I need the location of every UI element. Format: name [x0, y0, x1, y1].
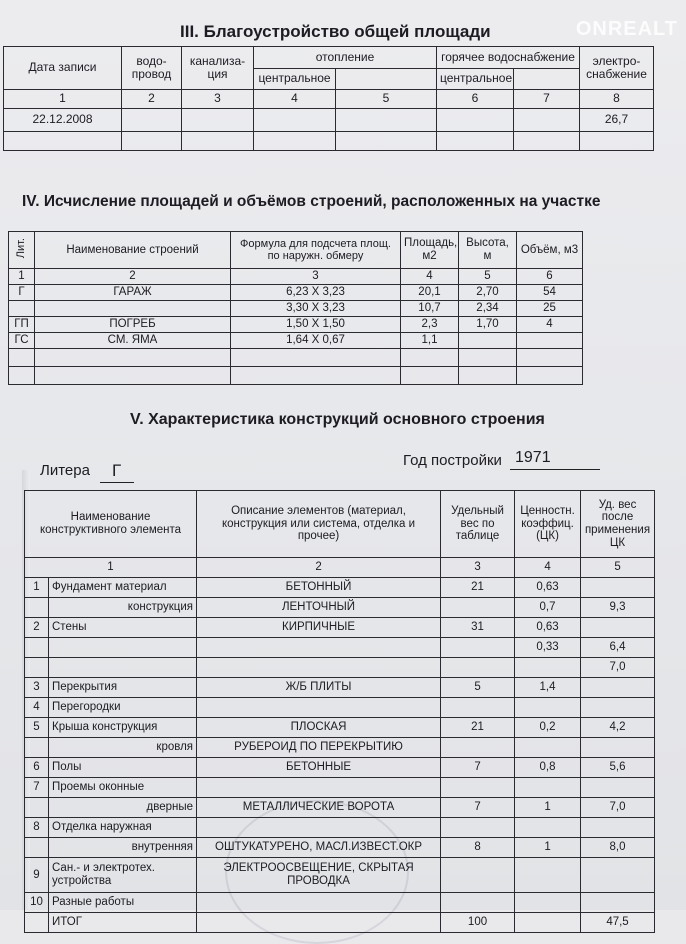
cell	[182, 132, 254, 151]
cell-w: 5	[441, 678, 515, 698]
table-row	[25, 778, 655, 798]
cell-k	[515, 858, 581, 893]
cell-area: 20,1	[401, 285, 459, 301]
cell-k: 1,4	[515, 678, 581, 698]
year-underline	[510, 469, 600, 470]
cell	[4, 132, 122, 151]
cell-k	[515, 658, 581, 678]
header-water: водо- провод	[122, 47, 182, 90]
cell	[231, 349, 401, 367]
cell-r	[581, 698, 655, 718]
cell-r	[581, 678, 655, 698]
cell-desc: РУБЕРОИД ПО ПЕРЕКРЫТИЮ	[197, 738, 441, 758]
cell-date: 22.12.2008	[4, 109, 122, 132]
header-heating: отопление	[254, 47, 437, 69]
cell-r	[581, 818, 655, 838]
cell	[401, 367, 459, 385]
cell-name	[49, 658, 197, 678]
col-num: 5	[581, 558, 655, 578]
col-num: 5	[336, 90, 437, 109]
construction-table	[24, 490, 655, 933]
cell-k	[515, 778, 581, 798]
cell-num	[25, 913, 49, 933]
section3-heading: III. Благоустройство общей площади	[180, 22, 491, 41]
table-row	[25, 798, 655, 818]
col-num: 3	[182, 90, 254, 109]
cell-desc	[197, 778, 441, 798]
litera-underline	[100, 482, 134, 483]
cell-desc: БЕТОННЫЙ	[197, 578, 441, 598]
cell-name: Стены	[49, 618, 197, 638]
table-row	[25, 598, 655, 618]
cell-w: 8	[441, 838, 515, 858]
cell	[9, 349, 35, 367]
cell-r: 4,2	[581, 718, 655, 738]
cell-r: 8,0	[581, 838, 655, 858]
cell-num: 4	[25, 698, 49, 718]
cell-w: 21	[441, 718, 515, 738]
cell-w: 100	[441, 913, 515, 933]
cell-r: 47,5	[581, 913, 655, 933]
cell-num: 5	[25, 718, 49, 738]
cell-num	[25, 798, 49, 818]
cell	[9, 367, 35, 385]
cell-w	[441, 778, 515, 798]
header-height: Высота, м	[459, 232, 517, 269]
col-num: 3	[441, 558, 515, 578]
cell-formula: 3,30 Х 3,23	[231, 301, 401, 317]
cell-num: 2	[25, 618, 49, 638]
cell-w	[441, 598, 515, 618]
cell-formula: 6,23 Х 3,23	[231, 285, 401, 301]
header-description: Описание элементов (материал, конструкция или система, отделка и прочее)	[197, 491, 441, 558]
cell-desc: КИРПИЧНЫЕ	[197, 618, 441, 638]
litera-label: Литера	[40, 462, 90, 479]
table-row	[25, 618, 655, 638]
cell-name: Крыша конструкция	[49, 718, 197, 738]
col-num: 6	[517, 269, 583, 285]
cell-w: 21	[441, 578, 515, 598]
cell	[336, 109, 437, 132]
cell-desc: ЭЛЕКТРООСВЕЩЕНИЕ, СКРЫТАЯ ПРОВОДКА	[197, 858, 441, 893]
cell-desc: Ж/Б ПЛИТЫ	[197, 678, 441, 698]
year-value: 1971	[515, 449, 551, 466]
cell	[580, 132, 654, 151]
cell	[517, 367, 583, 385]
col-num: 2	[197, 558, 441, 578]
cell-desc: МЕТАЛЛИЧЕСКИЕ ВОРОТА	[197, 798, 441, 818]
cell-name: Проемы оконные	[49, 778, 197, 798]
cell-area: 1,1	[401, 333, 459, 349]
cell-num: 6	[25, 758, 49, 778]
cell-k	[515, 738, 581, 758]
cell	[517, 349, 583, 367]
cell-name: дверные	[49, 798, 197, 818]
cell-height: 1,70	[459, 317, 517, 333]
cell-k: 0,7	[515, 598, 581, 618]
cell-name: кровля	[49, 738, 197, 758]
cell	[401, 349, 459, 367]
col-num: 3	[231, 269, 401, 285]
table-row	[25, 858, 655, 893]
cell-name: Полы	[49, 758, 197, 778]
table-row	[25, 638, 655, 658]
cell	[254, 132, 336, 151]
cell	[437, 132, 514, 151]
col-num: 2	[122, 90, 182, 109]
cell-k: 1	[515, 838, 581, 858]
cell	[122, 132, 182, 151]
cell-volume: 54	[517, 285, 583, 301]
cell-formula: 1,64 Х 0,67	[231, 333, 401, 349]
cell-name: Сан.- и электротех. устройства	[49, 858, 197, 893]
col-num: 7	[514, 90, 580, 109]
cell-num: 9	[25, 858, 49, 893]
cell-desc	[197, 818, 441, 838]
watermark-text: ONREALT	[575, 18, 678, 40]
cell-k	[515, 698, 581, 718]
cell-height: 2,34	[459, 301, 517, 317]
cell-w	[441, 858, 515, 893]
cell-k	[515, 818, 581, 838]
header-weight-after: Уд. вес после применения ЦК	[581, 491, 655, 558]
cell-k: 0,2	[515, 718, 581, 738]
cell	[122, 109, 182, 132]
cell	[35, 349, 231, 367]
cell-desc	[197, 913, 441, 933]
header-specific-weight: Удельный вес по таблице	[441, 491, 515, 558]
header-name: Наименование строений	[35, 232, 231, 269]
cell-volume	[517, 333, 583, 349]
header-area: Площадь, м2	[401, 232, 459, 269]
cell-num	[25, 638, 49, 658]
cell-num: 10	[25, 893, 49, 913]
cell-k: 0,63	[515, 618, 581, 638]
header-heating-central: центральное	[254, 68, 336, 90]
cell-desc: ЛЕНТОЧНЫЙ	[197, 598, 441, 618]
cell-area: 2,3	[401, 317, 459, 333]
col-num: 1	[25, 558, 197, 578]
table-row	[25, 838, 655, 858]
cell	[182, 109, 254, 132]
cell	[35, 367, 231, 385]
header-coefficient: Ценностн. коэффиц. (ЦК)	[515, 491, 581, 558]
cell-num	[25, 838, 49, 858]
section4-heading: IV. Исчисление площадей и объёмов строений, расположенных на участке	[22, 193, 601, 210]
col-num: 8	[580, 90, 654, 109]
table-row	[25, 658, 655, 678]
column-numbers-row	[4, 90, 654, 109]
cell-height: 2,70	[459, 285, 517, 301]
cell-num: 1	[25, 578, 49, 598]
table-row	[25, 678, 655, 698]
cell	[437, 109, 514, 132]
table-row	[25, 718, 655, 738]
cell-r	[581, 738, 655, 758]
cell-desc	[197, 658, 441, 678]
header-element: Наименование конструктивного элемента	[25, 491, 197, 558]
cell-desc	[197, 638, 441, 658]
cell-desc	[197, 698, 441, 718]
col-num: 4	[401, 269, 459, 285]
cell-lit: ГП	[9, 317, 35, 333]
header-volume: Объём, м3	[517, 232, 583, 269]
cell-name: конструкция	[49, 598, 197, 618]
table-row	[25, 913, 655, 933]
cell-num	[25, 598, 49, 618]
table-row	[9, 301, 583, 317]
cell-lit: ГС	[9, 333, 35, 349]
cell-name: Фундамент материал	[49, 578, 197, 598]
cell-k: 0,63	[515, 578, 581, 598]
header-hot-water-central: центральное	[437, 68, 514, 90]
cell-volume: 25	[517, 301, 583, 317]
table-row	[25, 578, 655, 598]
litera-value: Г	[112, 461, 122, 480]
buildings-area-table	[8, 231, 583, 385]
table-row	[9, 317, 583, 333]
cell-k: 0,8	[515, 758, 581, 778]
cell-r	[581, 578, 655, 598]
cell-w: 7	[441, 758, 515, 778]
cell	[254, 109, 336, 132]
cell	[459, 349, 517, 367]
cell-r	[581, 618, 655, 638]
header-hot-water: горячее водоснабжение	[437, 47, 580, 69]
cell-num: 3	[25, 678, 49, 698]
cell-num: 8	[25, 818, 49, 838]
cell-volume: 4	[517, 317, 583, 333]
header-formula: Формула для подсчета площ. по наружн. обмеру	[231, 232, 401, 269]
cell-r: 7,0	[581, 658, 655, 678]
cell-name: Перекрытия	[49, 678, 197, 698]
cell-electricity: 26,7	[580, 109, 654, 132]
cell-desc: ПЛОСКАЯ	[197, 718, 441, 738]
cell-name: Отделка наружная	[49, 818, 197, 838]
table-row	[25, 818, 655, 838]
header-date: Дата записи	[4, 47, 122, 90]
cell-name: ПОГРЕБ	[35, 317, 231, 333]
col-num: 5	[459, 269, 517, 285]
cell	[514, 109, 580, 132]
cell-lit	[9, 301, 35, 317]
table-row	[9, 349, 583, 367]
cell-r: 9,3	[581, 598, 655, 618]
table-row	[25, 698, 655, 718]
cell-r: 5,6	[581, 758, 655, 778]
cell-num: 7	[25, 778, 49, 798]
table-row	[4, 132, 654, 151]
cell-w	[441, 698, 515, 718]
cell-k: 0,33	[515, 638, 581, 658]
cell-name: ИТОГ	[49, 913, 197, 933]
cell-name	[35, 301, 231, 317]
cell-w	[441, 738, 515, 758]
cell-k	[515, 913, 581, 933]
cell-w	[441, 638, 515, 658]
cell-name: СМ. ЯМА	[35, 333, 231, 349]
table-row	[25, 758, 655, 778]
cell-r: 6,4	[581, 638, 655, 658]
col-num: 4	[254, 90, 336, 109]
col-num: 4	[515, 558, 581, 578]
cell-name: Разные работы	[49, 893, 197, 913]
header-sewer: канализа- ция	[182, 47, 254, 90]
cell-name: внутренняя	[49, 838, 197, 858]
cell-w	[441, 658, 515, 678]
cell-r	[581, 778, 655, 798]
cell-height	[459, 333, 517, 349]
section5-heading: V. Характеристика конструкций основного строения	[130, 411, 545, 428]
cell-desc: ОШТУКАТУРЕНО, МАСЛ.ИЗВЕСТ.ОКР	[197, 838, 441, 858]
cell-w: 31	[441, 618, 515, 638]
column-numbers-row	[25, 558, 655, 578]
amenities-table	[3, 46, 654, 151]
cell-w: 7	[441, 798, 515, 818]
cell	[459, 367, 517, 385]
cell-area: 10,7	[401, 301, 459, 317]
col-num: 6	[437, 90, 514, 109]
table-row	[9, 333, 583, 349]
cell-name	[49, 638, 197, 658]
cell-num	[25, 738, 49, 758]
cell-lit: Г	[9, 285, 35, 301]
header-lit: Лит.	[15, 238, 28, 259]
column-numbers-row	[9, 269, 583, 285]
cell-r	[581, 858, 655, 893]
cell-w	[441, 818, 515, 838]
col-num: 2	[35, 269, 231, 285]
header-electricity: электро- снабжение	[580, 47, 654, 90]
cell-num	[25, 658, 49, 678]
cell-r: 7,0	[581, 798, 655, 818]
table-row	[9, 285, 583, 301]
cell-formula: 1,50 Х 1,50	[231, 317, 401, 333]
cell-name: Перегородки	[49, 698, 197, 718]
table-row	[4, 109, 654, 132]
cell-name: ГАРАЖ	[35, 285, 231, 301]
cell	[231, 367, 401, 385]
cell	[336, 132, 437, 151]
col-num: 1	[4, 90, 122, 109]
cell	[514, 132, 580, 151]
table-row	[25, 738, 655, 758]
year-label: Год постройки	[403, 452, 502, 469]
col-num: 1	[9, 269, 35, 285]
cell-k: 1	[515, 798, 581, 818]
table-row	[9, 367, 583, 385]
cell-desc: БЕТОННЫЕ	[197, 758, 441, 778]
